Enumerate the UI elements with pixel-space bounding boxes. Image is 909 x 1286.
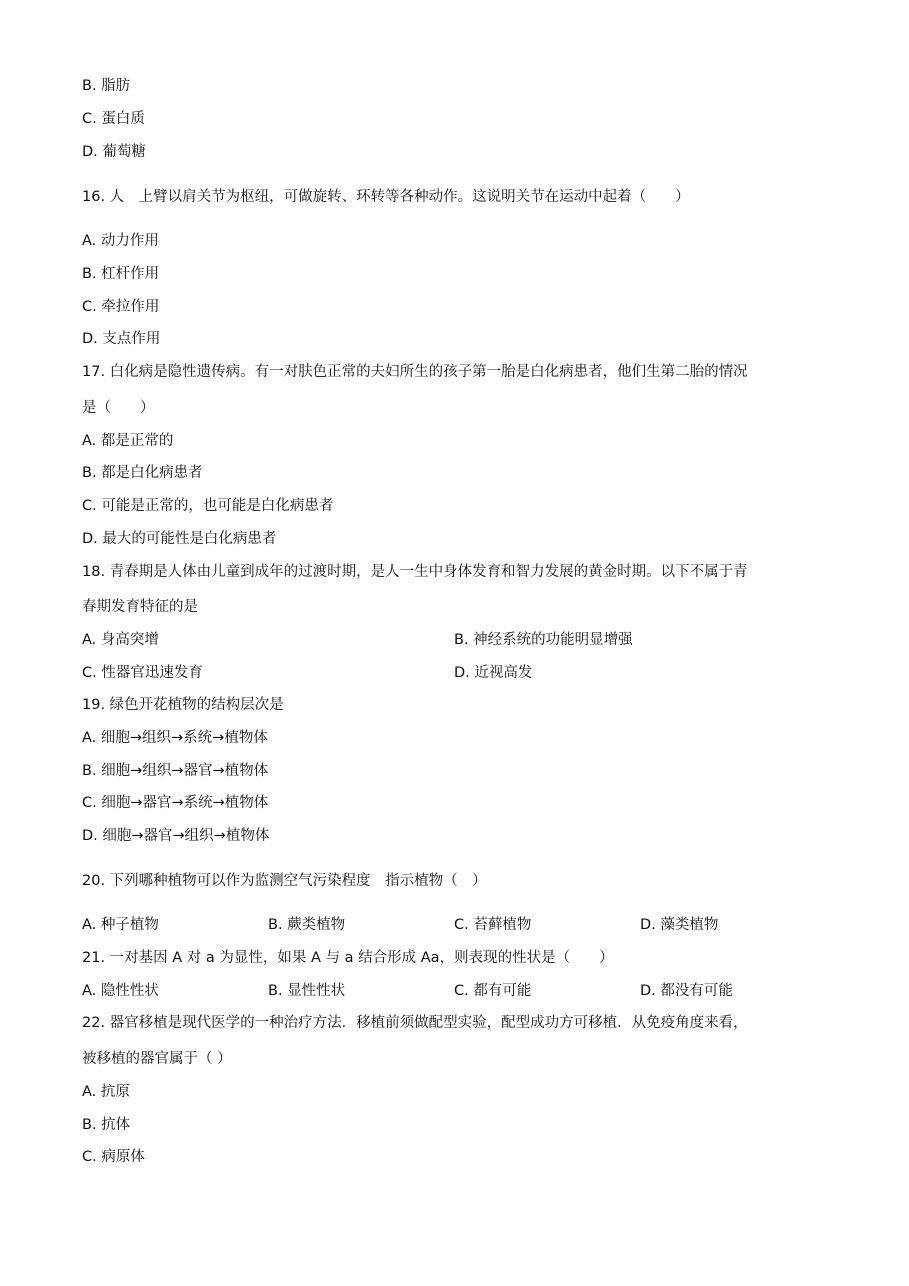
q18-option-c: C. 性器官迅速发育 xyxy=(82,665,203,681)
q18-option-b: B. 神经系统的功能明显增强 xyxy=(454,632,633,648)
q16-option-a: A. 动力作用 xyxy=(82,233,159,249)
q16-option-d: D. 支点作用 xyxy=(82,331,161,347)
q16-option-c: C. 牵拉作用 xyxy=(82,299,160,315)
q17-option-d: D. 最大的可能性是白化病患者 xyxy=(82,531,277,547)
q19-option-b: B. 细胞→组织→器官→植物体 xyxy=(82,763,269,779)
q21-option-c: C. 都有可能 xyxy=(454,983,532,999)
q20-stem: 20. 下列哪种植物可以作为监测空气污染程度 指示植物（ ） xyxy=(82,873,487,889)
q15-option-b: B. 脂肪 xyxy=(82,78,131,94)
q16-stem: 16. 人 上臂以肩关节为枢纽，可做旋转、环转等各种动作。这说明关节在运动中起着（ ） xyxy=(82,189,690,205)
q22-option-c: C. 病原体 xyxy=(82,1149,145,1165)
q17-option-c: C. 可能是正常的，也可能是白化病患者 xyxy=(82,498,334,514)
q15-option-c: C. 蛋白质 xyxy=(82,111,145,127)
q21-stem: 21. 一对基因 A 对 a 为显性，如果 A 与 a 结合形成 Aa，则表现的性状是（ ） xyxy=(82,950,614,966)
q18-stem-line2: 春期发育特征的是 xyxy=(82,599,198,615)
q19-option-c: C. 细胞→器官→系统→植物体 xyxy=(82,795,269,811)
q19-option-a: A. 细胞→组织→系统→植物体 xyxy=(82,730,268,746)
q21-option-b: B. 显性性状 xyxy=(268,983,346,999)
q20-option-d: D. 藻类植物 xyxy=(640,917,719,933)
q22-option-b: B. 抗体 xyxy=(82,1117,131,1133)
q20-option-b: B. 蕨类植物 xyxy=(268,917,346,933)
q16-option-b: B. 杠杆作用 xyxy=(82,266,160,282)
q17-option-b: B. 都是白化病患者 xyxy=(82,465,203,481)
q19-stem: 19. 绿色开花植物的结构层次是 xyxy=(82,697,284,713)
q22-stem-line1: 22. 器官移植是现代医学的一种治疗方法．移植前须做配型实验，配型成功方可移植．从免疫角度来看， xyxy=(82,1015,748,1031)
q17-option-a: A. 都是正常的 xyxy=(82,433,174,449)
q18-stem-line1: 18. 青春期是人体由儿童到成年的过渡时期，是人一生中身体发育和智力发展的黄金时期。以下不属于青 xyxy=(82,564,748,580)
q22-stem-line2: 被移植的器官属于（ ） xyxy=(82,1051,232,1067)
q20-option-c: C. 苔藓植物 xyxy=(454,917,532,933)
q17-stem-line1: 17. 白化病是隐性遗传病。有一对肤色正常的夫妇所生的孩子第一胎是白化病患者，他们生第二胎的情况 xyxy=(82,364,748,380)
q19-option-d: D. 细胞→器官→组织→植物体 xyxy=(82,828,270,844)
q15-option-d: D. 葡萄糖 xyxy=(82,144,146,160)
q18-option-d: D. 近视高发 xyxy=(454,665,533,681)
q21-option-a: A. 隐性性状 xyxy=(82,983,159,999)
q20-option-a: A. 种子植物 xyxy=(82,917,159,933)
q17-stem-line2: 是（ ） xyxy=(82,400,155,416)
q21-option-d: D. 都没有可能 xyxy=(640,983,733,999)
q18-option-a: A. 身高突增 xyxy=(82,632,159,648)
q22-option-a: A. 抗原 xyxy=(82,1084,130,1100)
